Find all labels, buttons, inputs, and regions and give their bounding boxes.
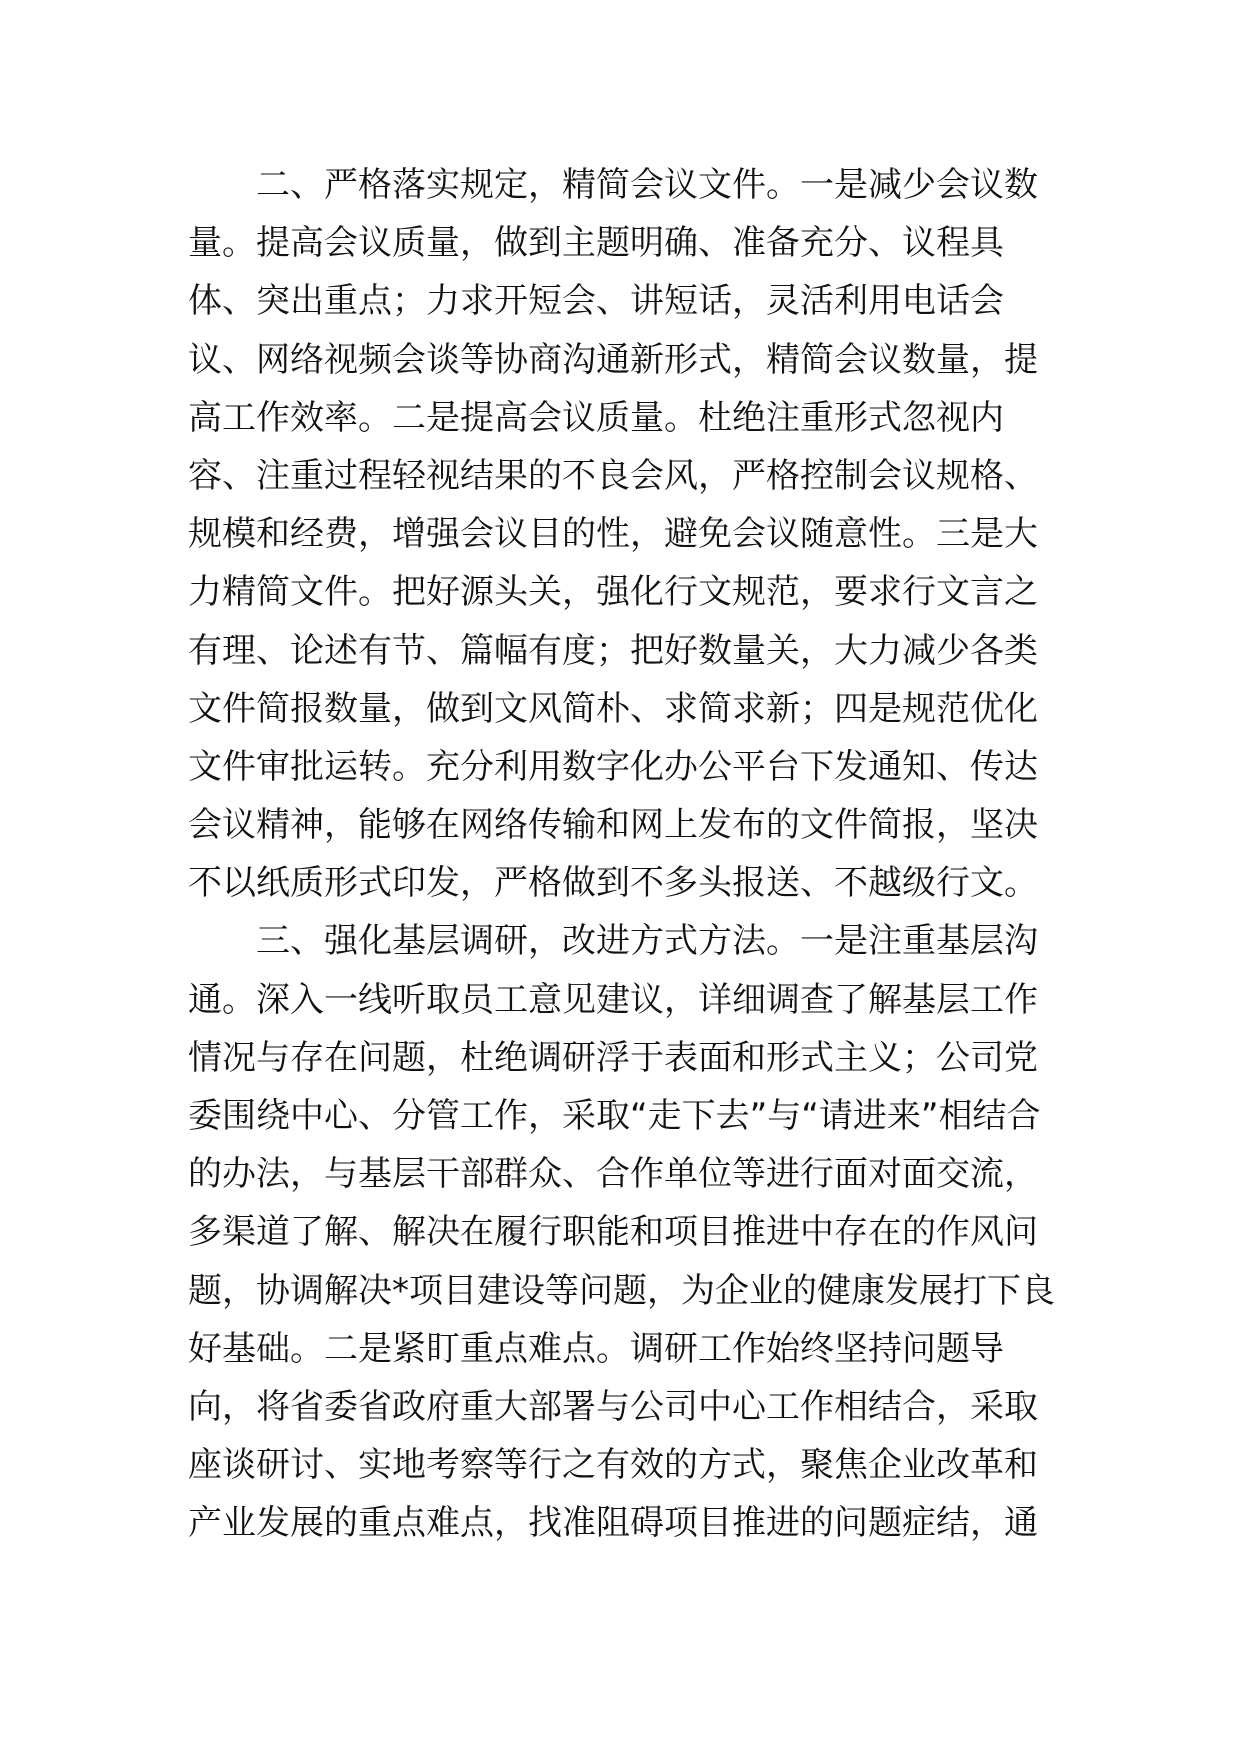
paragraph-2-line-5: 高工作效率。二是提高会议质量。杜绝注重形式忽视内 [188,397,1004,438]
paragraph-2-line-7: 规模和经费，增强会议目的性，避免会议随意性。三是大 [188,514,1038,555]
paragraph-2-line-13: 不以纸质形式印发，严格做到不多头报送、不越级行文。 [188,863,1038,904]
paragraph-3-line-4: 委围绕中心、分管工作，采取“走下去”与“请进来”相结合 [188,1096,1041,1136]
paragraph-2-line-6: 容、注重过程轻视结果的不良会风，严格控制会议规格、 [188,455,1038,496]
paragraph-3-line-7: 题，协调解决*项目建设等问题，为企业的健康发展打下良 [188,1270,1055,1311]
paragraph-2-line-1: 二、严格落实规定，精简会议文件。一是减少会议数 [256,165,1038,205]
paragraph-2-line-4: 议、网络视频会谈等协商沟通新形式，精简会议数量，提 [188,339,1038,380]
paragraph-3-line-1: 三、强化基层调研，改进方式方法。一是注重基层沟 [256,921,1038,962]
paragraph-3-line-2: 通。深入一线听取员工意见建议，详细调查了解基层工作 [188,979,1038,1020]
paragraph-3-line-5: 的办法，与基层干部群众、合作单位等进行面对面交流， [188,1154,1038,1195]
paragraph-3-line-3: 情况与存在问题，杜绝调研浮于表面和形式主义；公司党 [188,1037,1038,1078]
paragraph-2-line-8: 力精简文件。把好源头关，强化行文规范，要求行文言之 [188,572,1038,613]
paragraph-3-line-8: 好基础。二是紧盯重点难点。调研工作始终坚持问题导 [188,1328,1004,1369]
paragraph-3-line-10: 座谈研讨、实地考察等行之有效的方式，聚焦企业改革和 [188,1445,1038,1486]
paragraph-2-line-12: 会议精神，能够在网络传输和网上发布的文件简报，坚决 [188,805,1038,846]
paragraph-3-line-6: 多渠道了解、解决在履行职能和项目推进中存在的作风问 [188,1212,1038,1253]
paragraph-2-line-2: 量。提高会议质量，做到主题明确、准备充分、议程具 [188,223,1004,264]
paragraph-2-line-9: 有理、论述有节、篇幅有度；把好数量关，大力减少各类 [188,630,1038,671]
paragraph-2-line-3: 体、突出重点；力求开短会、讲短话，灵活利用电话会 [188,281,1004,322]
body-text [188,156,1055,1553]
paragraph-3-line-11: 产业发展的重点难点，找准阻碍项目推进的问题症结，通 [188,1503,1038,1544]
paragraph-3-line-9: 向，将省委省政府重大部署与公司中心工作相结合，采取 [188,1386,1038,1427]
paragraph-2-line-10: 文件简报数量，做到文风简朴、求简求新；四是规范优化 [188,688,1038,729]
paragraph-2-line-11: 文件审批运转。充分利用数字化办公平台下发通知、传达 [188,746,1038,787]
